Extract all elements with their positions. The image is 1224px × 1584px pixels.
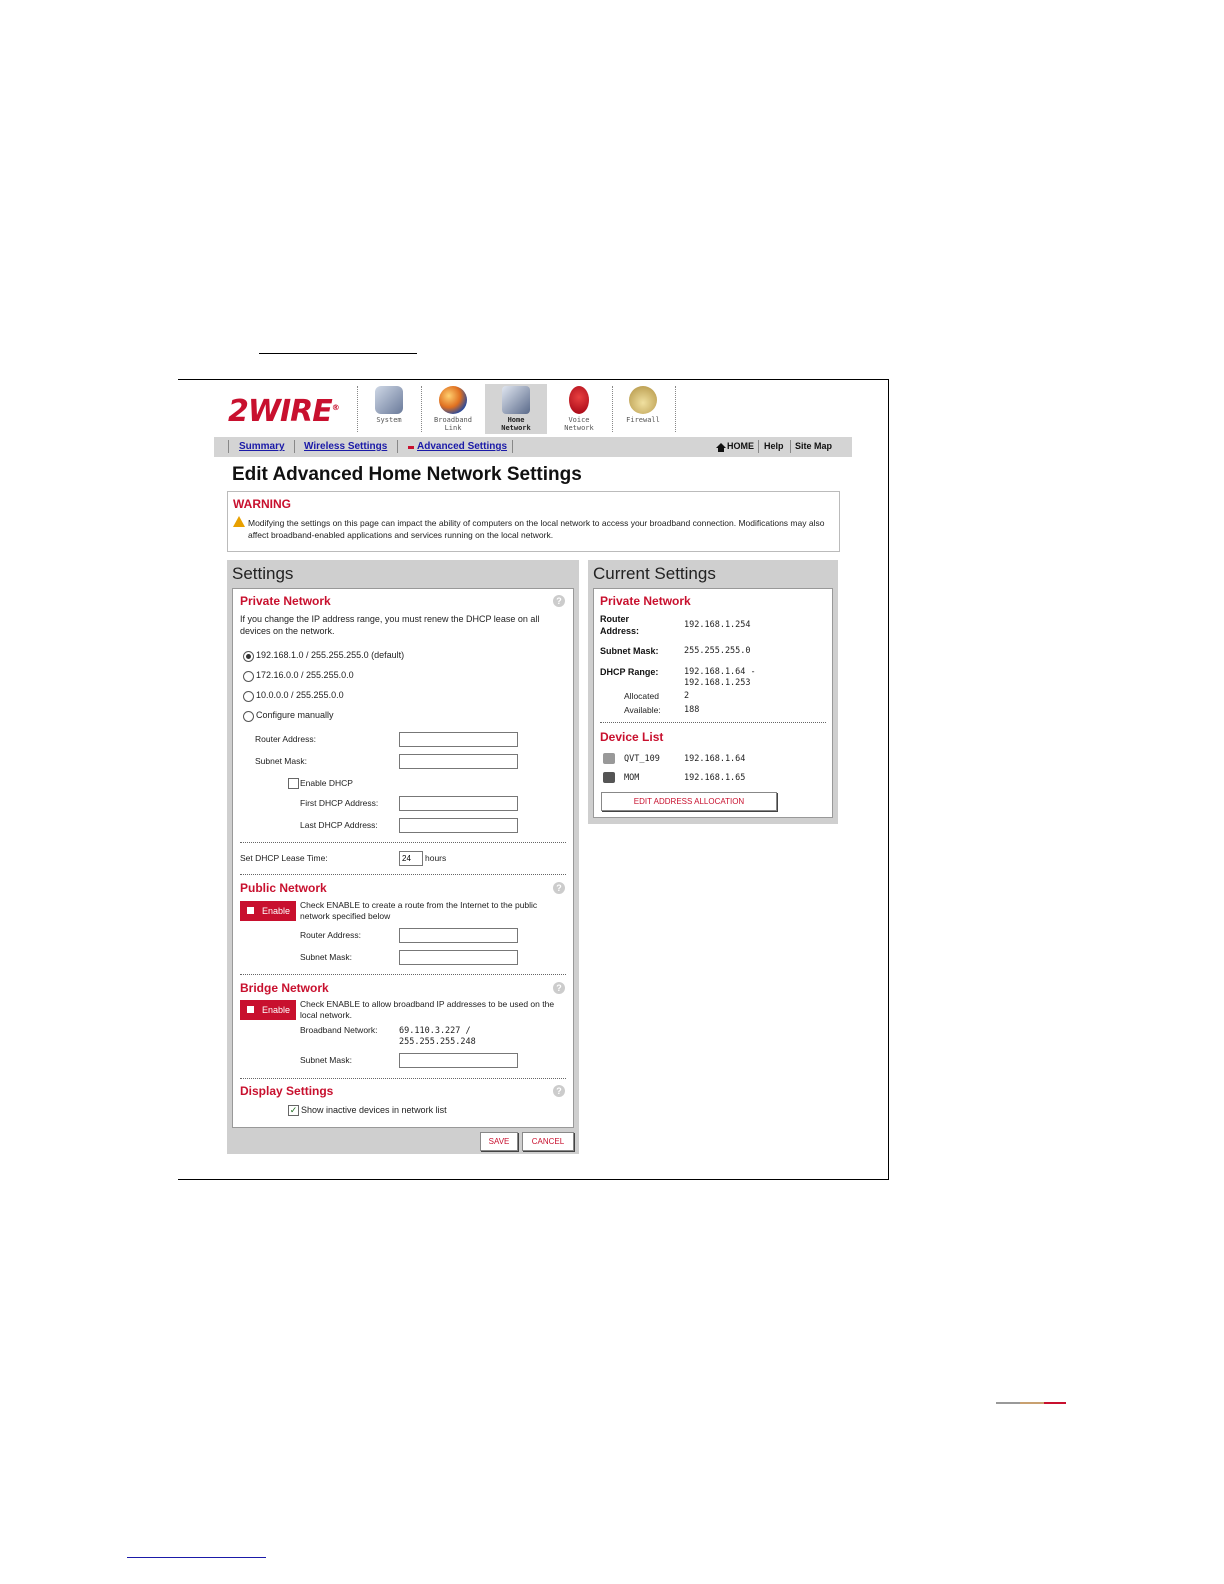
subnet-mask-input[interactable]: [399, 754, 518, 769]
save-button[interactable]: SAVE: [480, 1132, 518, 1151]
padlock-icon: [629, 386, 657, 414]
current-settings-inner: [593, 588, 833, 818]
subnav-sep: [397, 440, 398, 453]
subnav-sep: [790, 440, 791, 453]
help-icon[interactable]: ?: [553, 595, 565, 607]
dhcp-range-value-1: 192.168.1.64 -: [684, 667, 756, 677]
device-name[interactable]: MOM: [624, 773, 640, 783]
divider: [240, 1078, 566, 1079]
public-router-address-input[interactable]: [399, 928, 518, 943]
option-172-label: 172.16.0.0 / 255.255.0.0: [256, 670, 354, 680]
tab-voice-label-2: Network: [564, 424, 594, 432]
phone-icon: [569, 386, 589, 414]
show-inactive-label: Show inactive devices in network list: [301, 1105, 447, 1115]
display-settings-title: Display Settings: [240, 1084, 334, 1098]
2wire-logo: 2WIRE®: [228, 394, 339, 429]
radio-10-0[interactable]: [243, 691, 254, 702]
subnav-sep: [512, 440, 513, 453]
warning-box: [227, 491, 840, 552]
lease-time-label: Set DHCP Lease Time:: [240, 853, 328, 863]
router-value: 192.168.1.254: [684, 620, 751, 630]
radio-configure-manually[interactable]: [243, 711, 254, 722]
option-10-label: 10.0.0.0 / 255.255.0.0: [256, 690, 344, 700]
divider: [600, 722, 826, 723]
enable-label: Enable: [262, 906, 291, 916]
dhcp-range-label: DHCP Range:: [600, 667, 659, 677]
warning-icon: [233, 516, 245, 527]
lease-time-input[interactable]: 24: [399, 851, 423, 866]
subnav-sep: [758, 440, 759, 453]
public-router-address-label: Router Address:: [300, 930, 361, 940]
system-icon: [375, 386, 403, 414]
subnet-mask-label: Subnet Mask:: [255, 756, 307, 766]
divider: [240, 974, 566, 975]
help-link[interactable]: Help: [764, 441, 784, 451]
broadband-network-label: Broadband Network:: [300, 1025, 378, 1035]
device-ip: 192.168.1.64: [684, 754, 746, 764]
allocated-label: Allocated: [624, 691, 659, 701]
tab-home-network[interactable]: [485, 384, 547, 434]
available-value: 188: [684, 705, 700, 715]
router-address-label: Router Address:: [255, 734, 316, 744]
tab-broadband-label-2: Link: [444, 424, 462, 432]
footer-bar-red: [1044, 1402, 1066, 1404]
subnav-sep: [228, 440, 229, 453]
subnet-value: 255.255.255.0: [684, 646, 751, 656]
option-192-label: 192.168.1.0 / 255.255.255.0 (default): [256, 650, 405, 660]
top-underline: [259, 353, 417, 354]
bridge-subnet-mask-input[interactable]: [399, 1053, 518, 1068]
subnav-summary-link[interactable]: Summary: [239, 441, 285, 452]
radio-172-16[interactable]: [243, 671, 254, 682]
tab-broadband-label-1: Broadband: [434, 416, 472, 424]
last-dhcp-label: Last DHCP Address:: [300, 820, 378, 830]
lease-unit-label: hours: [425, 853, 447, 863]
current-private-network-title: Private Network: [600, 594, 691, 608]
show-inactive-checkbox[interactable]: ✓: [289, 1105, 298, 1115]
public-network-title: Public Network: [240, 881, 327, 895]
laptop-icon: [603, 753, 615, 764]
page-title: Edit Advanced Home Network Settings: [232, 464, 582, 485]
footer-bar-gray: [996, 1402, 1020, 1404]
last-dhcp-input[interactable]: [399, 818, 518, 833]
subnav-advanced-link[interactable]: Advanced Settings: [417, 441, 508, 452]
broadband-globe-icon: [439, 386, 467, 414]
radio-192-168[interactable]: [243, 651, 254, 662]
bridge-enable-button[interactable]: [240, 1000, 296, 1020]
allocated-value: 2: [684, 691, 690, 701]
current-settings-heading: Current Settings: [593, 564, 716, 583]
home-network-icon: [502, 386, 530, 414]
router-label-2: Address:: [600, 626, 640, 636]
tab-voice-network[interactable]: [548, 384, 610, 434]
enable-dhcp-label: Enable DHCP: [300, 778, 353, 788]
tab-system-label: System: [376, 416, 402, 424]
first-dhcp-input[interactable]: [399, 796, 518, 811]
first-dhcp-label: First DHCP Address:: [300, 798, 379, 808]
dhcp-range-value-2: 192.168.1.253: [684, 678, 751, 688]
device-name[interactable]: QVT_109: [624, 754, 660, 764]
public-subnet-mask-label: Subnet Mask:: [300, 952, 352, 962]
warning-message: Modifying the settings on this page can impact the ability of computers on the local network to access your broadband connection. Modifications may also affect broadband-enabled applications and services running on the local network.: [248, 518, 825, 540]
subnet-label: Subnet Mask:: [600, 646, 659, 656]
home-link[interactable]: HOME: [727, 441, 754, 451]
tab-voice-label-1: Voice: [568, 416, 590, 424]
help-icon[interactable]: ?: [553, 1085, 565, 1097]
broadband-network-value-2: 255.255.255.248: [399, 1037, 476, 1047]
site-map-link[interactable]: Site Map: [795, 441, 833, 451]
option-manual-label: Configure manually: [256, 710, 334, 720]
router-label-1: Router: [600, 614, 629, 624]
help-icon[interactable]: ?: [553, 882, 565, 894]
tab-home-label-1: Home: [507, 416, 525, 424]
edit-address-allocation-button[interactable]: EDIT ADDRESS ALLOCATION: [601, 792, 777, 811]
router-address-input[interactable]: [399, 732, 518, 747]
enable-checkbox-icon: [247, 907, 254, 914]
device-ip: 192.168.1.65: [684, 773, 746, 783]
settings-heading: Settings: [232, 564, 294, 583]
bridge-network-note: Check ENABLE to allow broadband IP addresses to be used on the local network.: [300, 999, 555, 1020]
device-list-title: Device List: [600, 730, 664, 744]
router-ui-frame: [178, 380, 889, 1180]
divider: [240, 874, 566, 875]
tab-system[interactable]: [358, 384, 420, 434]
private-network-note: If you change the IP address range, you must renew the DHCP lease on all devices on the network.: [240, 614, 540, 636]
public-network-note: Check ENABLE to create a route from the Internet to the public network specified below: [300, 900, 538, 921]
available-label: Available:: [624, 705, 661, 715]
divider: [240, 842, 566, 843]
private-network-title: Private Network: [240, 594, 331, 608]
bottom-link-underline: [127, 1557, 266, 1558]
public-subnet-mask-input[interactable]: [399, 950, 518, 965]
public-enable-button[interactable]: [240, 901, 296, 921]
tab-firewall-label: Firewall: [626, 416, 660, 424]
tab-broadband-link[interactable]: [422, 384, 484, 434]
nav-separator: [675, 386, 676, 432]
tab-home-label-2: Network: [501, 424, 531, 432]
footer-bar-tan: [1020, 1402, 1044, 1404]
subnav-wireless-link[interactable]: Wireless Settings: [304, 441, 388, 452]
help-icon[interactable]: ?: [553, 982, 565, 994]
subnav-bar: [214, 437, 852, 457]
current-settings-panel: [588, 560, 838, 824]
bridge-network-title: Bridge Network: [240, 981, 329, 995]
subnav-sep: [294, 440, 295, 453]
active-bullet-icon: [408, 446, 414, 449]
broadband-network-value-1: 69.110.3.227 /: [399, 1026, 471, 1036]
cancel-button[interactable]: CANCEL: [522, 1132, 574, 1151]
enable-dhcp-checkbox[interactable]: [288, 778, 299, 789]
bridge-subnet-mask-label: Subnet Mask:: [300, 1055, 352, 1065]
warning-title: WARNING: [233, 497, 291, 511]
home-icon-base: [718, 448, 724, 452]
tab-firewall[interactable]: [612, 384, 674, 434]
settings-panel: [227, 560, 579, 1154]
desktop-icon: [603, 772, 615, 783]
enable-checkbox-icon: [247, 1006, 254, 1013]
settings-inner: [232, 588, 574, 1128]
enable-label: Enable: [262, 1005, 291, 1015]
